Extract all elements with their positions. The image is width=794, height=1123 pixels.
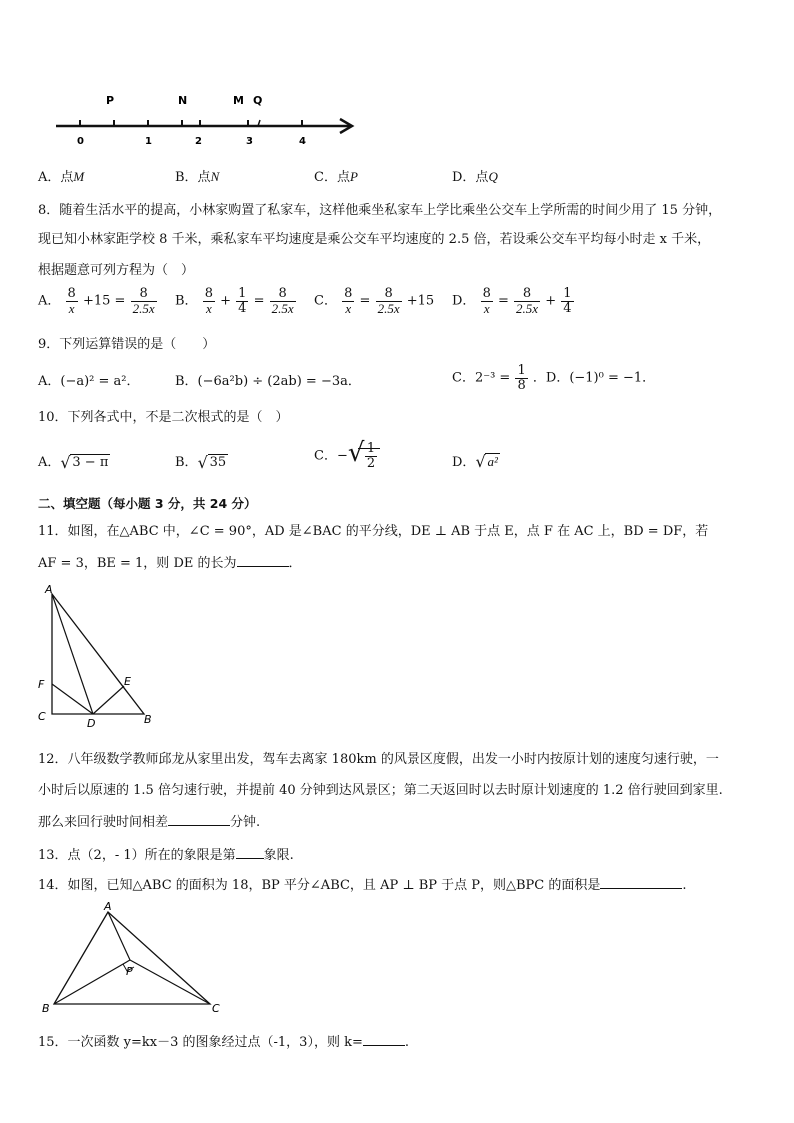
q11-line-1: 11．如图，在△ABC 中，∠C = 90°，AD 是∠BAC 的平分线，DE ⊥ AB 于点 E，点 F 在 AC 上，BD = DF，若 bbox=[38, 524, 709, 539]
q13: 13．点（2，- 1）所在的象限是第 象限. bbox=[38, 844, 294, 863]
tick-label-4: 4 bbox=[299, 136, 306, 147]
q7-option-c: C．点P bbox=[314, 169, 358, 185]
section-2-title: 二、填空题（每小题 3 分，共 24 分） bbox=[38, 496, 257, 511]
q11-label-b: B bbox=[144, 713, 152, 726]
point-label-p: P bbox=[106, 94, 115, 107]
q12-line-3: 那么来回行驶时间相差 分钟. bbox=[38, 811, 260, 830]
q12-answer-blank[interactable] bbox=[168, 811, 230, 826]
point-label-m: M bbox=[233, 94, 244, 107]
q15-answer-blank[interactable] bbox=[363, 1031, 405, 1046]
q10-stem: 10．下列各式中，不是二次根式的是（ ） bbox=[38, 410, 289, 425]
q10-option-d: D． √ a² bbox=[452, 452, 498, 471]
q11-label-e: E bbox=[124, 675, 131, 688]
q8-option-c: C． $\frac{8}{x}$ = $\frac{8}{2.5x}$ +15 bbox=[314, 286, 435, 316]
q14-label-b: B bbox=[42, 1002, 50, 1015]
q14-answer-blank[interactable] bbox=[600, 874, 682, 889]
q11-figure bbox=[34, 582, 164, 730]
q12-line-2: 小时后以原速的 1.5 倍匀速行驶，并提前 40 分钟到达风景区；第二天返回时以去时原计划速度的 1.2 倍行驶回到家里. bbox=[38, 783, 723, 798]
number-line-figure bbox=[50, 88, 370, 150]
q9-option-c-d: C．2⁻³ = $\frac{1}{8}$ ．D．(−1)⁰ = −1． bbox=[452, 363, 656, 393]
q8-option-d: D． $\frac{8}{x}$ = $\frac{8}{2.5x}$ + $\frac{1}{4}$ bbox=[452, 286, 572, 316]
q7-option-a: A．点M bbox=[38, 169, 85, 185]
q14-label-p: P bbox=[126, 965, 133, 978]
tick-label-0: 0 bbox=[77, 136, 84, 147]
q9-option-b: B．(−6a²b) ÷ (2ab) = −3a． bbox=[175, 374, 361, 389]
q14: 14．如图，已知△ABC 的面积为 18，BP 平分∠ABC，且 AP ⊥ BP 于点 P，则△BPC 的面积是 . bbox=[38, 874, 687, 893]
point-label-n: N bbox=[178, 94, 188, 107]
q13-answer-blank[interactable] bbox=[236, 844, 264, 859]
q14-figure bbox=[38, 900, 228, 1018]
q7-option-d: D．点Q bbox=[452, 169, 498, 185]
q8-option-b: B． $\frac{8}{x}$ + $\frac{1}{4}$ = $\frac{8}{2.5x}$ bbox=[175, 286, 294, 316]
q7-option-b: B．点N bbox=[175, 169, 220, 185]
tick-label-2: 2 bbox=[195, 136, 202, 147]
q11-line-2: AF = 3，BE = 1，则 DE 的长为 ． bbox=[38, 552, 302, 571]
q8-line-1: 8．随着生活水平的提高，小林家购置了私家车，这样他乘坐私家车上学比乘坐公交车上学所需的时间少用了 15 分钟， bbox=[38, 203, 722, 218]
q14-label-a: A bbox=[104, 900, 112, 913]
q10-option-b: B． √ 35 bbox=[175, 453, 227, 472]
q9-stem: 9．下列运算错误的是（ ） bbox=[38, 337, 216, 352]
tick-label-1: 1 bbox=[145, 136, 152, 147]
q14-label-c: C bbox=[212, 1002, 220, 1015]
q10-option-a: A． √ 3 − π bbox=[38, 453, 109, 472]
q11-label-a: A bbox=[45, 583, 53, 596]
q11-label-f: F bbox=[38, 678, 45, 691]
q15: 15．一次函数 y=kx－3 的图象经过点（-1，3），则 k= . bbox=[38, 1031, 409, 1050]
q8-option-a: A． $\frac{8}{x}$ +15 = $\frac{8}{2.5x}$ bbox=[38, 286, 155, 316]
tick-label-3: 3 bbox=[246, 136, 253, 147]
q11-label-c: C bbox=[38, 710, 46, 723]
q9-option-a: A．(−a)² = a²． bbox=[38, 374, 140, 389]
q11-answer-blank[interactable] bbox=[237, 552, 289, 567]
q8-line-3: 根据题意可列方程为（ ） bbox=[38, 263, 195, 278]
point-label-q: Q bbox=[253, 94, 263, 107]
q11-label-d: D bbox=[87, 717, 96, 730]
q12-line-1: 12．八年级数学教师邱龙从家里出发，驾车去离家 180km 的风景区度假，出发一小时内按原计划的速度匀速行驶，一 bbox=[38, 752, 719, 767]
q8-line-2: 现已知小林家距学校 8 千米，乘私家车平均速度是乘公交车平均速度的 2.5 倍，若设乘公交车平均每小时走 x 千米， bbox=[38, 232, 711, 247]
q10-option-c: C．− √ $\frac{1}{2}$ bbox=[314, 442, 380, 470]
